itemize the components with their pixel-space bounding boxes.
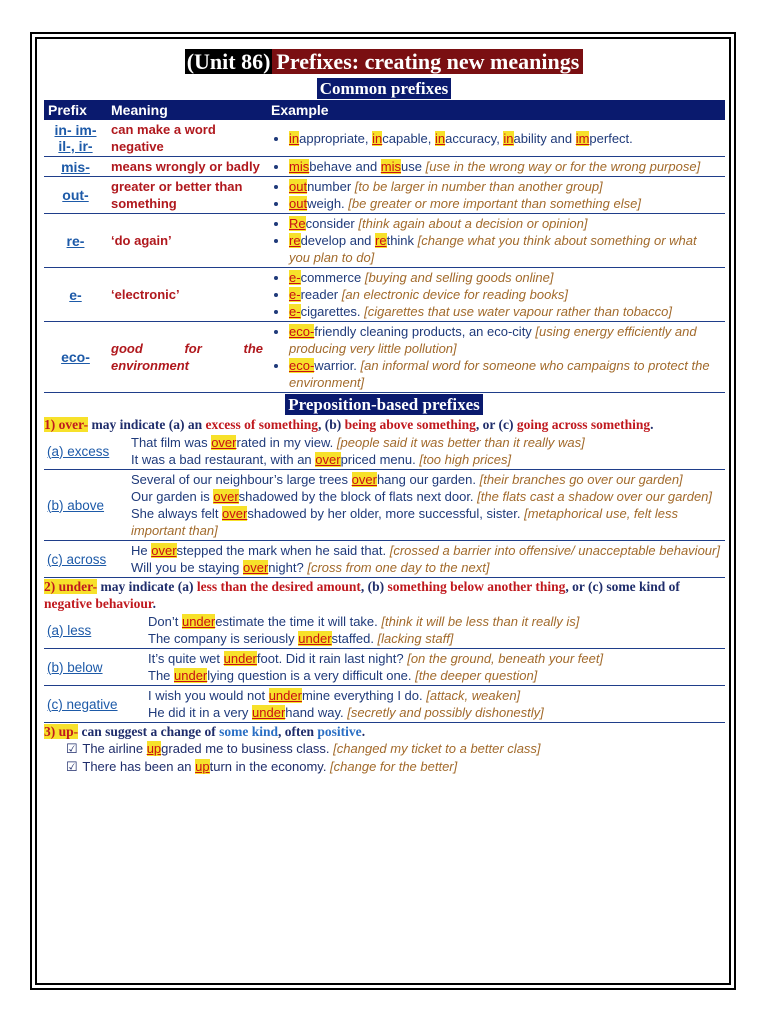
- usage-examples: [128, 541, 725, 578]
- title-row: [44, 48, 724, 78]
- highlighted-prefix: up: [146, 741, 162, 756]
- text-span: , or (c): [475, 417, 517, 432]
- highlighted-prefix: under: [223, 651, 257, 666]
- checklist-item: [44, 758, 724, 776]
- common-prefixes-banner: Common prefixes: [317, 78, 452, 99]
- table-row: [44, 268, 725, 322]
- text-span: , (b): [360, 579, 388, 594]
- page-title: [185, 48, 584, 76]
- key-phrase: being above something: [344, 417, 476, 432]
- usage-label: (b) below: [44, 649, 128, 686]
- table-row: [44, 612, 725, 649]
- example-list: [271, 178, 721, 212]
- text-span: There has been an: [82, 759, 196, 774]
- prefix-cell: mis-: [44, 157, 107, 177]
- list-item: [289, 286, 721, 303]
- text-span: graded me to business class.: [161, 741, 334, 756]
- example-cell: [267, 177, 725, 214]
- highlighted-prefix: e-: [289, 270, 301, 285]
- text-span: shadowed by her older, more successful, sister.: [247, 506, 525, 521]
- checkbox-icon: ☑: [66, 759, 78, 774]
- text-span: rated in my view.: [236, 435, 337, 450]
- example-list: [271, 130, 721, 147]
- definition-note: [an informal word for someone who campaigns to protect the environment]: [289, 358, 710, 390]
- common-prefixes-table: [44, 100, 725, 393]
- usage-label: (b) above: [44, 470, 128, 541]
- text-span: hang our garden.: [376, 472, 480, 487]
- text-span: reader: [300, 287, 342, 302]
- highlighted-prefix: over: [222, 506, 248, 521]
- header-meaning: Meaning: [107, 100, 267, 120]
- highlighted-prefix: eco-: [289, 358, 315, 373]
- usage-label: (a) less: [44, 612, 128, 649]
- key-phrase: negative behaviour: [44, 596, 153, 611]
- list-item: [289, 232, 721, 266]
- text-span: I wish you would not: [148, 688, 269, 703]
- table-header-row: [44, 100, 725, 120]
- usage-table: [44, 433, 725, 578]
- preposition-sections: [44, 416, 724, 776]
- list-item: [289, 357, 721, 391]
- example-list: [271, 158, 721, 175]
- definition-note: [too high prices]: [419, 452, 512, 467]
- table-row: [44, 177, 725, 214]
- meaning-cell: good for the environment: [107, 322, 267, 393]
- key-phrase: something below another thing: [387, 579, 566, 594]
- text-span: consider: [305, 216, 359, 231]
- definition-note: [their branches go over our garden]: [479, 472, 683, 487]
- text-span: , often: [278, 724, 318, 739]
- example-sentence: [148, 667, 722, 684]
- prefix-cell: re-: [44, 214, 107, 268]
- example-sentence: [148, 650, 722, 667]
- usage-label: (c) negative: [44, 686, 128, 723]
- text-span: use: [401, 159, 426, 174]
- highlighted-prefix: Re: [289, 216, 306, 231]
- highlighted-prefix: under: [252, 705, 286, 720]
- definition-note: [think it will be less than it really is]: [381, 614, 580, 629]
- meaning-cell: means wrongly or badly: [107, 157, 267, 177]
- definition-note: [attack, weaken]: [426, 688, 521, 703]
- highlighted-prefix: eco-: [289, 324, 315, 339]
- definition-note: [lacking staff]: [377, 631, 454, 646]
- definition-note: [crossed a barrier into offensive/ unacceptable behaviour]: [389, 543, 720, 558]
- highlighted-prefix: im: [575, 130, 590, 146]
- highlighted-prefix: out: [289, 179, 308, 194]
- definition-note: [think again about a decision or opinion]: [358, 216, 588, 231]
- text-span: She always felt: [131, 506, 223, 521]
- prefix-cell: out-: [44, 177, 107, 214]
- list-item: [289, 130, 721, 147]
- text-span: , (b): [317, 417, 345, 432]
- text-span: Will you be staying: [131, 560, 243, 575]
- usage-examples: [128, 470, 725, 541]
- key-phrase: excess of something: [205, 417, 318, 432]
- text-span: hand way.: [285, 705, 348, 720]
- example-sentence: [131, 471, 722, 488]
- highlighted-prefix: mis: [289, 159, 310, 174]
- usage-examples: [128, 612, 725, 649]
- list-item: [289, 215, 721, 232]
- example-sentence: [131, 542, 722, 559]
- prep-prefixes-banner-row: [44, 394, 724, 416]
- example-cell: [267, 268, 725, 322]
- usage-label: (a) excess: [44, 433, 128, 470]
- text-span: capable,: [382, 130, 436, 146]
- table-row: [44, 649, 725, 686]
- example-sentence: [131, 451, 722, 468]
- example-sentence: [148, 630, 722, 647]
- example-sentence: [131, 559, 722, 576]
- text-span: Several of our neighbour’s large trees: [131, 472, 352, 487]
- example-sentence: [131, 505, 722, 539]
- highlighted-prefix: under: [174, 668, 208, 683]
- list-item: [289, 158, 721, 175]
- unit-label: (Unit 86): [186, 49, 271, 74]
- highlighted-prefix: re: [289, 233, 301, 248]
- text-span: friendly cleaning products, an eco-city: [314, 324, 536, 339]
- highlighted-prefix: in: [372, 130, 383, 146]
- section-heading: [44, 416, 724, 433]
- definition-note: [buying and selling goods online]: [364, 270, 554, 285]
- prefix-rows: [44, 120, 725, 393]
- list-item: [289, 323, 721, 357]
- header-prefix: Prefix: [44, 100, 107, 120]
- prefix-cell: in- im- il-, ir-: [44, 120, 107, 157]
- highlighted-prefix: over: [243, 560, 269, 575]
- example-list: [271, 323, 721, 391]
- meaning-cell: greater or better than something: [107, 177, 267, 214]
- example-list: [271, 215, 721, 266]
- definition-note: [cigarettes that use water vapour rather than tobacco]: [364, 304, 672, 319]
- text-span: may indicate (a): [97, 579, 197, 594]
- text-span: The company is seriously: [148, 631, 299, 646]
- text-span: cigarettes.: [300, 304, 365, 319]
- usage-label: (c) across: [44, 541, 128, 578]
- text-span: may indicate (a) an: [88, 417, 206, 432]
- text-span: ability and: [513, 130, 576, 146]
- text-span: .: [650, 417, 654, 432]
- example-sentence: [148, 687, 722, 704]
- list-item: [289, 178, 721, 195]
- prefix-cell: e-: [44, 268, 107, 322]
- example-sentence: [148, 613, 722, 630]
- example-cell: [267, 120, 725, 157]
- highlighted-prefix: e-: [289, 287, 301, 302]
- example-list: [271, 269, 721, 320]
- text-span: The airline: [82, 741, 147, 756]
- table-row: [44, 686, 725, 723]
- text-span: turn in the economy.: [209, 759, 331, 774]
- highlighted-prefix: in: [503, 130, 514, 146]
- highlighted-prefix: re: [375, 233, 387, 248]
- highlighted-prefix: mis: [380, 159, 402, 174]
- text-span: stepped the mark when he said that.: [176, 543, 390, 558]
- text-span: He did it in a very: [148, 705, 253, 720]
- definition-note: [use in the wrong way or for the wrong purpose]: [425, 159, 701, 174]
- text-span: foot. Did it rain last night?: [256, 651, 408, 666]
- text-span: warrior.: [314, 358, 361, 373]
- text-span: think: [386, 233, 418, 248]
- definition-note: [the flats cast a shadow over our garden]: [477, 489, 713, 504]
- definition-note: [be greater or more important than something else]: [348, 196, 641, 211]
- text-span: number: [307, 179, 355, 194]
- definition-note: [to be larger in number than another group]: [354, 179, 603, 194]
- meaning-cell: can make a word negative: [107, 120, 267, 157]
- text-span: That film was: [131, 435, 212, 450]
- example-sentence: [148, 704, 722, 721]
- common-prefixes-banner-row: [44, 78, 724, 100]
- highlighted-prefix: under: [268, 688, 302, 703]
- example-sentence: [131, 434, 722, 451]
- section-heading: [44, 578, 724, 612]
- highlighted-prefix: under: [181, 614, 216, 629]
- definition-note: [changed my ticket to a better class]: [333, 741, 541, 756]
- key-phrase: some kind: [219, 724, 279, 739]
- text-span: It’s quite wet: [148, 651, 224, 666]
- highlighted-prefix: in: [435, 130, 446, 146]
- example-cell: [267, 214, 725, 268]
- usage-examples: [128, 649, 725, 686]
- section-heading: [44, 723, 724, 740]
- highlighted-prefix: over: [351, 472, 377, 487]
- meaning-cell: ‘electronic’: [107, 268, 267, 322]
- example-cell: [267, 322, 725, 393]
- highlighted-prefix: over: [315, 452, 341, 467]
- section-number: 2) under-: [44, 579, 98, 594]
- section-number: 1) over-: [44, 417, 89, 432]
- highlighted-prefix: over: [151, 543, 177, 558]
- highlighted-prefix: up: [195, 759, 210, 774]
- example-cell: [267, 157, 725, 177]
- meaning-cell: ‘do again’: [107, 214, 267, 268]
- list-item: [289, 303, 721, 320]
- text-span: develop and: [300, 233, 376, 248]
- table-row: [44, 120, 725, 157]
- definition-note: [change for the better]: [330, 759, 458, 774]
- key-phrase: going across something: [516, 417, 651, 432]
- highlighted-prefix: over: [213, 489, 239, 504]
- text-span: behave and: [309, 159, 381, 174]
- usage-examples: [128, 433, 725, 470]
- table-row: [44, 157, 725, 177]
- usage-examples: [128, 686, 725, 723]
- text-span: shadowed by the block of flats next door.: [238, 489, 478, 504]
- table-row: [44, 541, 725, 578]
- text-span: estimate the time it will take.: [215, 614, 382, 629]
- text-span: It was a bad restaurant, with an: [131, 452, 316, 467]
- text-span: .: [361, 724, 366, 739]
- usage-table: [44, 612, 725, 723]
- highlighted-prefix: over: [211, 435, 237, 450]
- table-row: [44, 214, 725, 268]
- checkbox-icon: ☑: [66, 741, 78, 756]
- prep-prefixes-banner: Preposition-based prefixes: [285, 394, 483, 415]
- prefix-cell: eco-: [44, 322, 107, 393]
- text-span: .: [152, 596, 157, 611]
- list-item: [289, 269, 721, 286]
- title-main: Prefixes: creating new meanings: [272, 49, 583, 74]
- section-number: 3) up-: [44, 724, 79, 739]
- text-span: accuracy,: [445, 130, 504, 146]
- example-sentence: [131, 488, 722, 505]
- header-example: Example: [267, 100, 725, 120]
- definition-note: [using energy efficiently and producing very little pollution]: [289, 324, 697, 356]
- text-span: Our garden is: [131, 489, 214, 504]
- definition-note: [secretly and possibly dishonestly]: [347, 705, 544, 720]
- text-span: Don’t: [148, 614, 182, 629]
- text-span: mine everything I do.: [301, 688, 427, 703]
- text-span: He: [131, 543, 152, 558]
- definition-note: [metaphorical use, felt less important than]: [131, 506, 678, 538]
- highlighted-prefix: out: [289, 196, 308, 211]
- text-span: appropriate,: [299, 130, 373, 146]
- definition-note: [the deeper question]: [415, 668, 538, 683]
- definition-note: [change what you think about something or what you plan to do]: [289, 233, 697, 265]
- table-row: [44, 322, 725, 393]
- table-row: [44, 433, 725, 470]
- text-span: staffed.: [331, 631, 378, 646]
- highlighted-prefix: under: [298, 631, 332, 646]
- worksheet: [44, 48, 724, 776]
- text-span: The: [148, 668, 175, 683]
- text-span: can suggest a change of: [78, 724, 220, 739]
- definition-note: [people said it was better than it really was]: [336, 435, 585, 450]
- text-span: perfect.: [589, 130, 633, 146]
- checklist-item: [44, 740, 724, 758]
- highlighted-prefix: e-: [289, 304, 301, 319]
- definition-note: [cross from one day to the next]: [307, 560, 490, 575]
- text-span: priced menu.: [340, 452, 420, 467]
- text-span: commerce: [300, 270, 365, 285]
- text-span: weigh.: [307, 196, 349, 211]
- text-span: , or (c) some kind of: [565, 579, 680, 594]
- text-span: lying question is a very difficult one.: [207, 668, 416, 683]
- definition-note: [an electronic device for reading books]: [341, 287, 568, 302]
- key-phrase: less than the desired amount: [196, 579, 361, 594]
- text-span: night?: [268, 560, 308, 575]
- key-phrase: positive: [317, 724, 362, 739]
- highlighted-prefix: in: [289, 130, 300, 146]
- table-row: [44, 470, 725, 541]
- list-item: [289, 195, 721, 212]
- definition-note: [on the ground, beneath your feet]: [407, 651, 604, 666]
